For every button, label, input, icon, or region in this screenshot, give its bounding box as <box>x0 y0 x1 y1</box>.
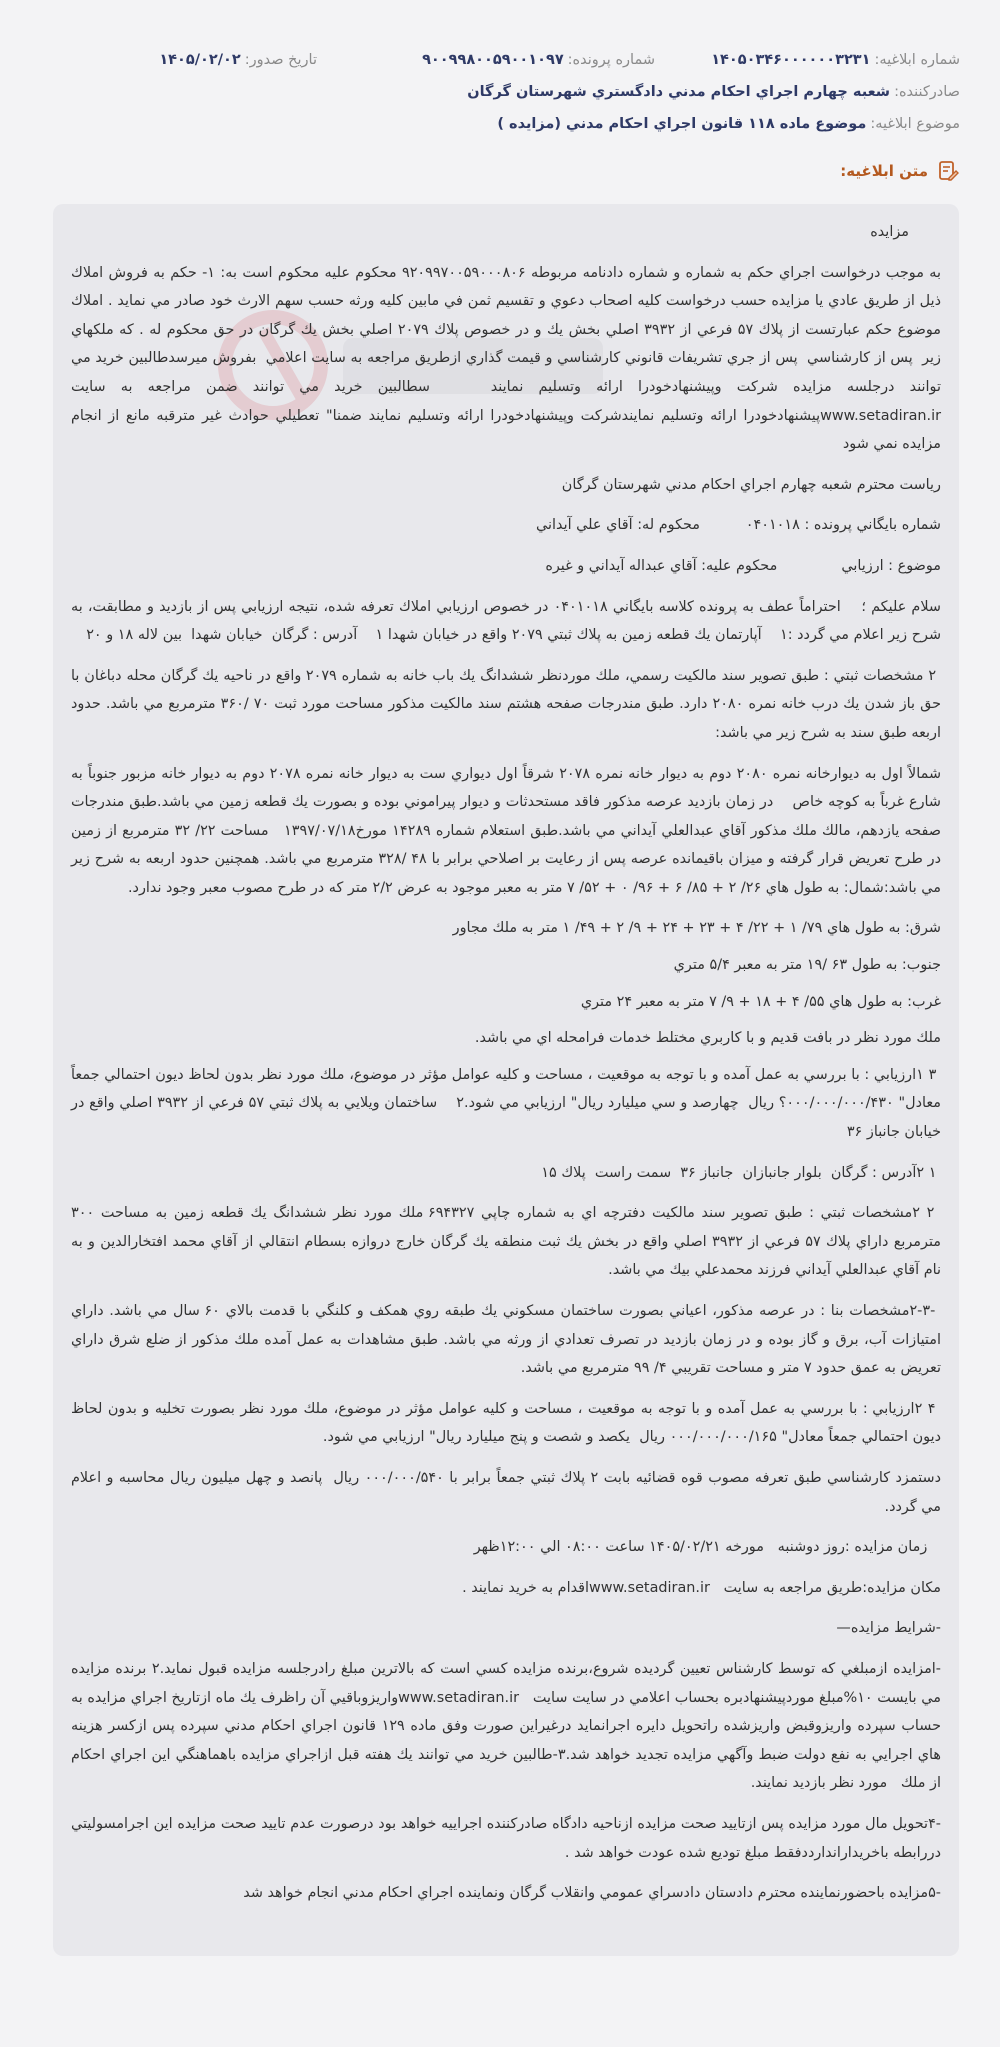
issuer-label: صادرکننده: <box>894 84 960 100</box>
notice-paragraph: ملك مورد نظر در بافت قديم و با كاربري مختلط خدمات فرامحله اي مي باشد. <box>474 1030 941 1047</box>
notice-paragraph: دستمزد كارشناسي طبق تعرفه مصوب قوه قضائيه بابت ۲ پلاك ثبتي جمعاً برابر با ۰۰۰/۰۰۰/۵۴۰ ريال پانصد و چهل ميليون ريال محاسبه و اعلام مي گردد. <box>66 1469 942 1515</box>
notice-paragraph: زمان مزايده :روز دوشنبه مورخه ۱۴۰۵/۰۲/۲۱ ساعت ۰۸:۰۰ الي ۱۲:۰۰ظهر <box>473 1539 941 1556</box>
notice-paragraph: مكان مزايده:طريق مراجعه به سايت www.setadiran.irاقدام به خريد نمايند . <box>462 1579 941 1596</box>
notice-header <box>0 0 1000 186</box>
case-number-group <box>317 52 655 68</box>
notice-paragraph: ۱ ۲آدرس : گرگان بلوار جانبازان جانباز ۳۶ سمت راست پلاك ۱۵ <box>541 1164 941 1181</box>
notice-paragraph: شمالاً اول به ديوارخانه نمره ۲۰۸۰ دوم به ديوار خانه نمره ۲۰۷۸ شرقاً اول ديواري ست به ديوار خانه نمره ۲۰۷۸ دوم به ديوار خانه مزبور جنوباً به شارع غرباً به كوچه خاص در زمان بازديد عرصه مذكور فاقد مستحدثات و ديوار پيراموني بوده و بصورت يك قطعه زمين مي باشد.طبق مندرجات صفحه يازدهم، مالك ملك مذكور آقاي عبدالعلي آيداني مي باشد.طبق استعلام شماره ۱۴۲۸۹ مورخ۱۳۹۷/۰۷/۱۸ مساحت ۲۲/ ۳۲ مترمربع از زمين در طرح تعريض قرار گرفته و ميزان باقيمانده عرصه پس از رعايت بر اصلاحي برابر با ۴۸ /۳۲۸ مترمربع مي باشد. همچنين حدود اربعه به شرح زير مي باشد:شمال: به طول هاي ۲۶/ ۲ + ۸۵/ ۶ + ۹۶/ ۰ + ۵۲/ ۷ متر به معبر موجود به عرض ۲/۲ متر كه در طرح مصوب معبر وجود ندارد. <box>66 765 941 896</box>
issuer-row <box>40 76 960 108</box>
issue-date-label: تاریخ صدور: <box>244 52 317 68</box>
subject-row <box>40 108 960 140</box>
issue-date-group <box>159 52 317 68</box>
notice-paragraph: -۴تحويل مال مورد مزايده پس ازتاييد صحت مزايده ازناحيه دادگاه صادركننده اجراييه خواهد بود درصورت عدم تاييد صحت مزايده اين اجرامسولیتي دررابطه باخريداراندارددفقط مبلغ توديع شده عودت خواهد شد . <box>66 1815 941 1861</box>
issue-date: ۱۴۰۵/۰۲/۰۲ <box>159 52 241 68</box>
notice-paragraph: شرق: به طول هاي ۷۹/ ۱ + ۲۲/ ۴ + ۲۳ + ۲۴ + ۹/ ۲ + ۴۹/ ۱ متر به ملك مجاور <box>452 920 941 937</box>
document-edit-icon <box>936 159 960 183</box>
notice-paragraph: مزايده <box>870 224 941 240</box>
notice-paragraph: سلام عليكم ؛ احتراماً عطف به پرونده كلاسه بايگاني ۰۴۰۱۰۱۸ در خصوص ارزيابي املاك تعرفه شده، نتيجه ارزيابي پس از بازديد و مطابقت، به شرح زير اعلام مي گردد :۱ آپارتمان يك قطعه زمين به پلاك ثبتي ۲۰۷۹ واقع در خيابان شهدا ۱ آدرس : گرگان خيابان شهدا بين لاله ۱۸ و ۲۰ <box>66 598 941 644</box>
subject: موضوع ماده ۱۱۸ قانون اجراي احكام مدني (مزايده ) <box>497 116 867 132</box>
notice-paragraph: ۲ مشخصات ثبتي : طبق تصوير سند مالكيت رسمي، ملك موردنظر ششدانگ يك باب خانه به شماره ۲۰۷۹ واقع در ناحيه يك گرگان محله دباغان با حق باز شدن يك درب خانه نمره ۲۰۸۰ دارد. طبق مندرجات صفحه هشتم سند مالكيت مذكور مساحت مورد ثبت ۷۰ /۳۶۰ مترمربع مي باشد. حدود اربعه طبق سند به شرح زير مي باشد: <box>66 667 942 741</box>
notice-paragraph: ۲ ۲مشخصات ثبتي : طبق تصوير سند مالكيت دفترچه اي به شماره چاپي ۶۹۴۳۲۷ ملك مورد نظر ششدانگ يك قطعه زمين به مساحت ۳۰۰ مترمربع داراي پلاك ۵۷ فرعي از ۳۹۳۲ اصلي واقع در بخش يك ثبت منطقه يك گرگان خارج دروازه بسطام انتقالي از آقاي محمد افتخارالدين و به نام آقاي عبدالعلي آيداني فرزند محمدعلي بيك مي باشد. <box>66 1205 941 1279</box>
notice-paragraph: به موجب درخواست اجراي حكم به شماره و شماره دادنامه مربوطه ۹۲۰۹۹۷۰۰۵۹۰۰۰۸۰۶ محكوم عليه محكوم است به: ۱- حكم به فروش املاك ذيل از طريق عادي يا مزايده حسب درخواست كليه اصحاب دعوي و تقسيم ثمن في مابين كليه ورثه حسب سهم الارث خود صادر مي نمايد . املاك موضوع حكم عبارتست از پلاك ۵۷ فرعي از ۳۹۳۲ اصلي بخش يك و در خصوص پلاك ۲۰۷۹ اصلي بخش يك گرگان در حق محكوم له . كه ملكهاي زير پس از كارشناسي پس از جري تشريفات قانوني كارشناسي و قيمت گذاري ازطريق مراجعه به سايت اعلامي بفروش ميرسدطالبين خريد مي توانند درجلسه مزايده شركت وپيشنهادخودرا ارائه وتسليم نمايند سطالبين خريد مي توانند ضمن مراجعه به سايت www.setadiran.irپيشنهادخودرا ارائه وتسليم نمايندشركت وپيشنهادخودرا ارائه وتسليم نمايند ضمنا" تعطيلي حوادث غير مترقبه مانع از انجام مزايده نمي شود <box>61 264 941 453</box>
notice-paragraph: رياست محترم شعبه چهارم اجراي احكام مدني شهرستان گرگان <box>561 476 941 493</box>
notice-paragraph: -شرايط مزايده— <box>836 1620 941 1637</box>
notice-number: ۱۴۰۵۰۳۴۶۰۰۰۰۰۰۳۲۳۱ <box>711 52 871 68</box>
notice-number-group <box>655 52 960 68</box>
notice-title-row <box>40 156 960 186</box>
notice-title: متن ابلاغیه: <box>840 162 928 180</box>
notice-number-label: شماره ابلاغیه: <box>874 52 960 68</box>
notice-paragraph: شماره بايگاني پرونده : ۰۴۰۱۰۱۸ محكوم له: آقاي علي آيداني <box>536 517 941 534</box>
subject-label: موضوع ابلاغیه: <box>870 116 960 132</box>
notice-body-card <box>53 204 959 1956</box>
notice-paragraph: ۴ ۲ارزيابي : با بررسي به عمل آمده و با توجه به موقعيت ، مساحت و كليه عوامل مؤثر در موضوع، ملك مورد نظر بصورت تخليه و بدون لحاظ ديون احتمالي جمعاً معادل" ۰۰۰/۰۰۰/۰۰۰/۱۶۵ ريال يكصد و شصت و پنج ميليارد ريال" ارزيابي مي شود. <box>66 1400 941 1446</box>
notice-paragraph: -۲-۳مشخصات بنا : در عرصه مذكور، اعياني بصورت ساختمان مسكوني يك طبقه روي همكف و كلنگي با قدمت بالاي ۶۰ سال مي باشد. داراي امتيازات آب، برق و گاز بوده و در زمان بازديد در تصرف تعدادي از ورثه مي باشد. طبق مشاهدات به عمل آمده ملك مذكور از ضلع شرق داراي تعريض به عمق حدود ۷ متر و مساحت تقريبي ۴/ ۹۹ مترمربع مي باشد. <box>66 1303 941 1377</box>
case-number-label: شماره پرونده: <box>567 52 655 68</box>
notice-paragraph: -امزايده ازمبلغي كه توسط كارشناس تعيين گرديده شروع،برنده مزايده كسي است كه بالاترين مبلغ رادرجلسه مزايده قبول نمايد.۲ برنده مزايده مي بايست ۱۰%مبلغ موردپيشنهادبره بحساب اعلامي در سايت سايت www.setadiran.irواريزوباقيي آن راظرف يك ماه ازتاريخ اجراي مزايده به حساب سپرده واريزوقبض واريزشده راتحويل دايره اجرانمايد درغيراين صورت وفق ماده ۱۲۹ قانون اجراي احكام مدني سپرده پس ازكسر هزينه هاي اجرايي به نفع دولت ضبط وآگهي مزايده تجديد خواهد شد.۳-طالبين خريد مي توانند يك هفته قبل ازاجراي مزايده باهماهنگي اين اجراي احكام از ملك مورد نظر بازديد نمايند. <box>66 1660 941 1792</box>
notice-paragraph: ۳ ۱ارزيابي : با بررسي به عمل آمده و با توجه به موقعيت ، مساحت و كليه عوامل مؤثر در موضوع، ملك مورد نظر بدون لحاظ ديون احتمالي جمعاً معادل" ۰۰۰/۰۰۰/۰۰۰/۴۳۰؟ ريال چهارصد و سي ميليارد ريال" ارزيابي مي شود.۲ ساختمان ويلايي به پلاك ثبتي ۵۷ فرعي از ۳۹۳۲ اصلي واقع در خيابان جانباز ۳۶ <box>66 1066 942 1141</box>
header-row-numbers <box>40 44 960 76</box>
notice-paragraph: -۵مزايده باحضورنماينده محترم دادستان دادسراي عمومي وانقلاب گرگان ونماينده اجراي احكام مدني انجام خواهد شد <box>243 1885 941 1902</box>
case-number: ۹۰۰۹۹۸۰۰۵۹۰۰۱۰۹۷ <box>422 52 564 68</box>
notice-paragraph: غرب: به طول هاي ۵۵/ ۴ + ۱۸ + ۹/ ۷ متر به معبر ۲۴ متري <box>580 993 941 1010</box>
notice-paragraph: جنوب: به طول ۶۳ /۱۹ متر به معبر ۵/۴ متري <box>673 957 941 974</box>
notice-body-text <box>53 204 959 1908</box>
notice-paragraph: موضوع : ارزيابي محكوم عليه: آقاي عبداله آيداني و غيره <box>545 557 941 574</box>
issuer: شعبه چهارم اجراي احكام مدني دادگستري شهرستان گرگان <box>467 84 891 100</box>
